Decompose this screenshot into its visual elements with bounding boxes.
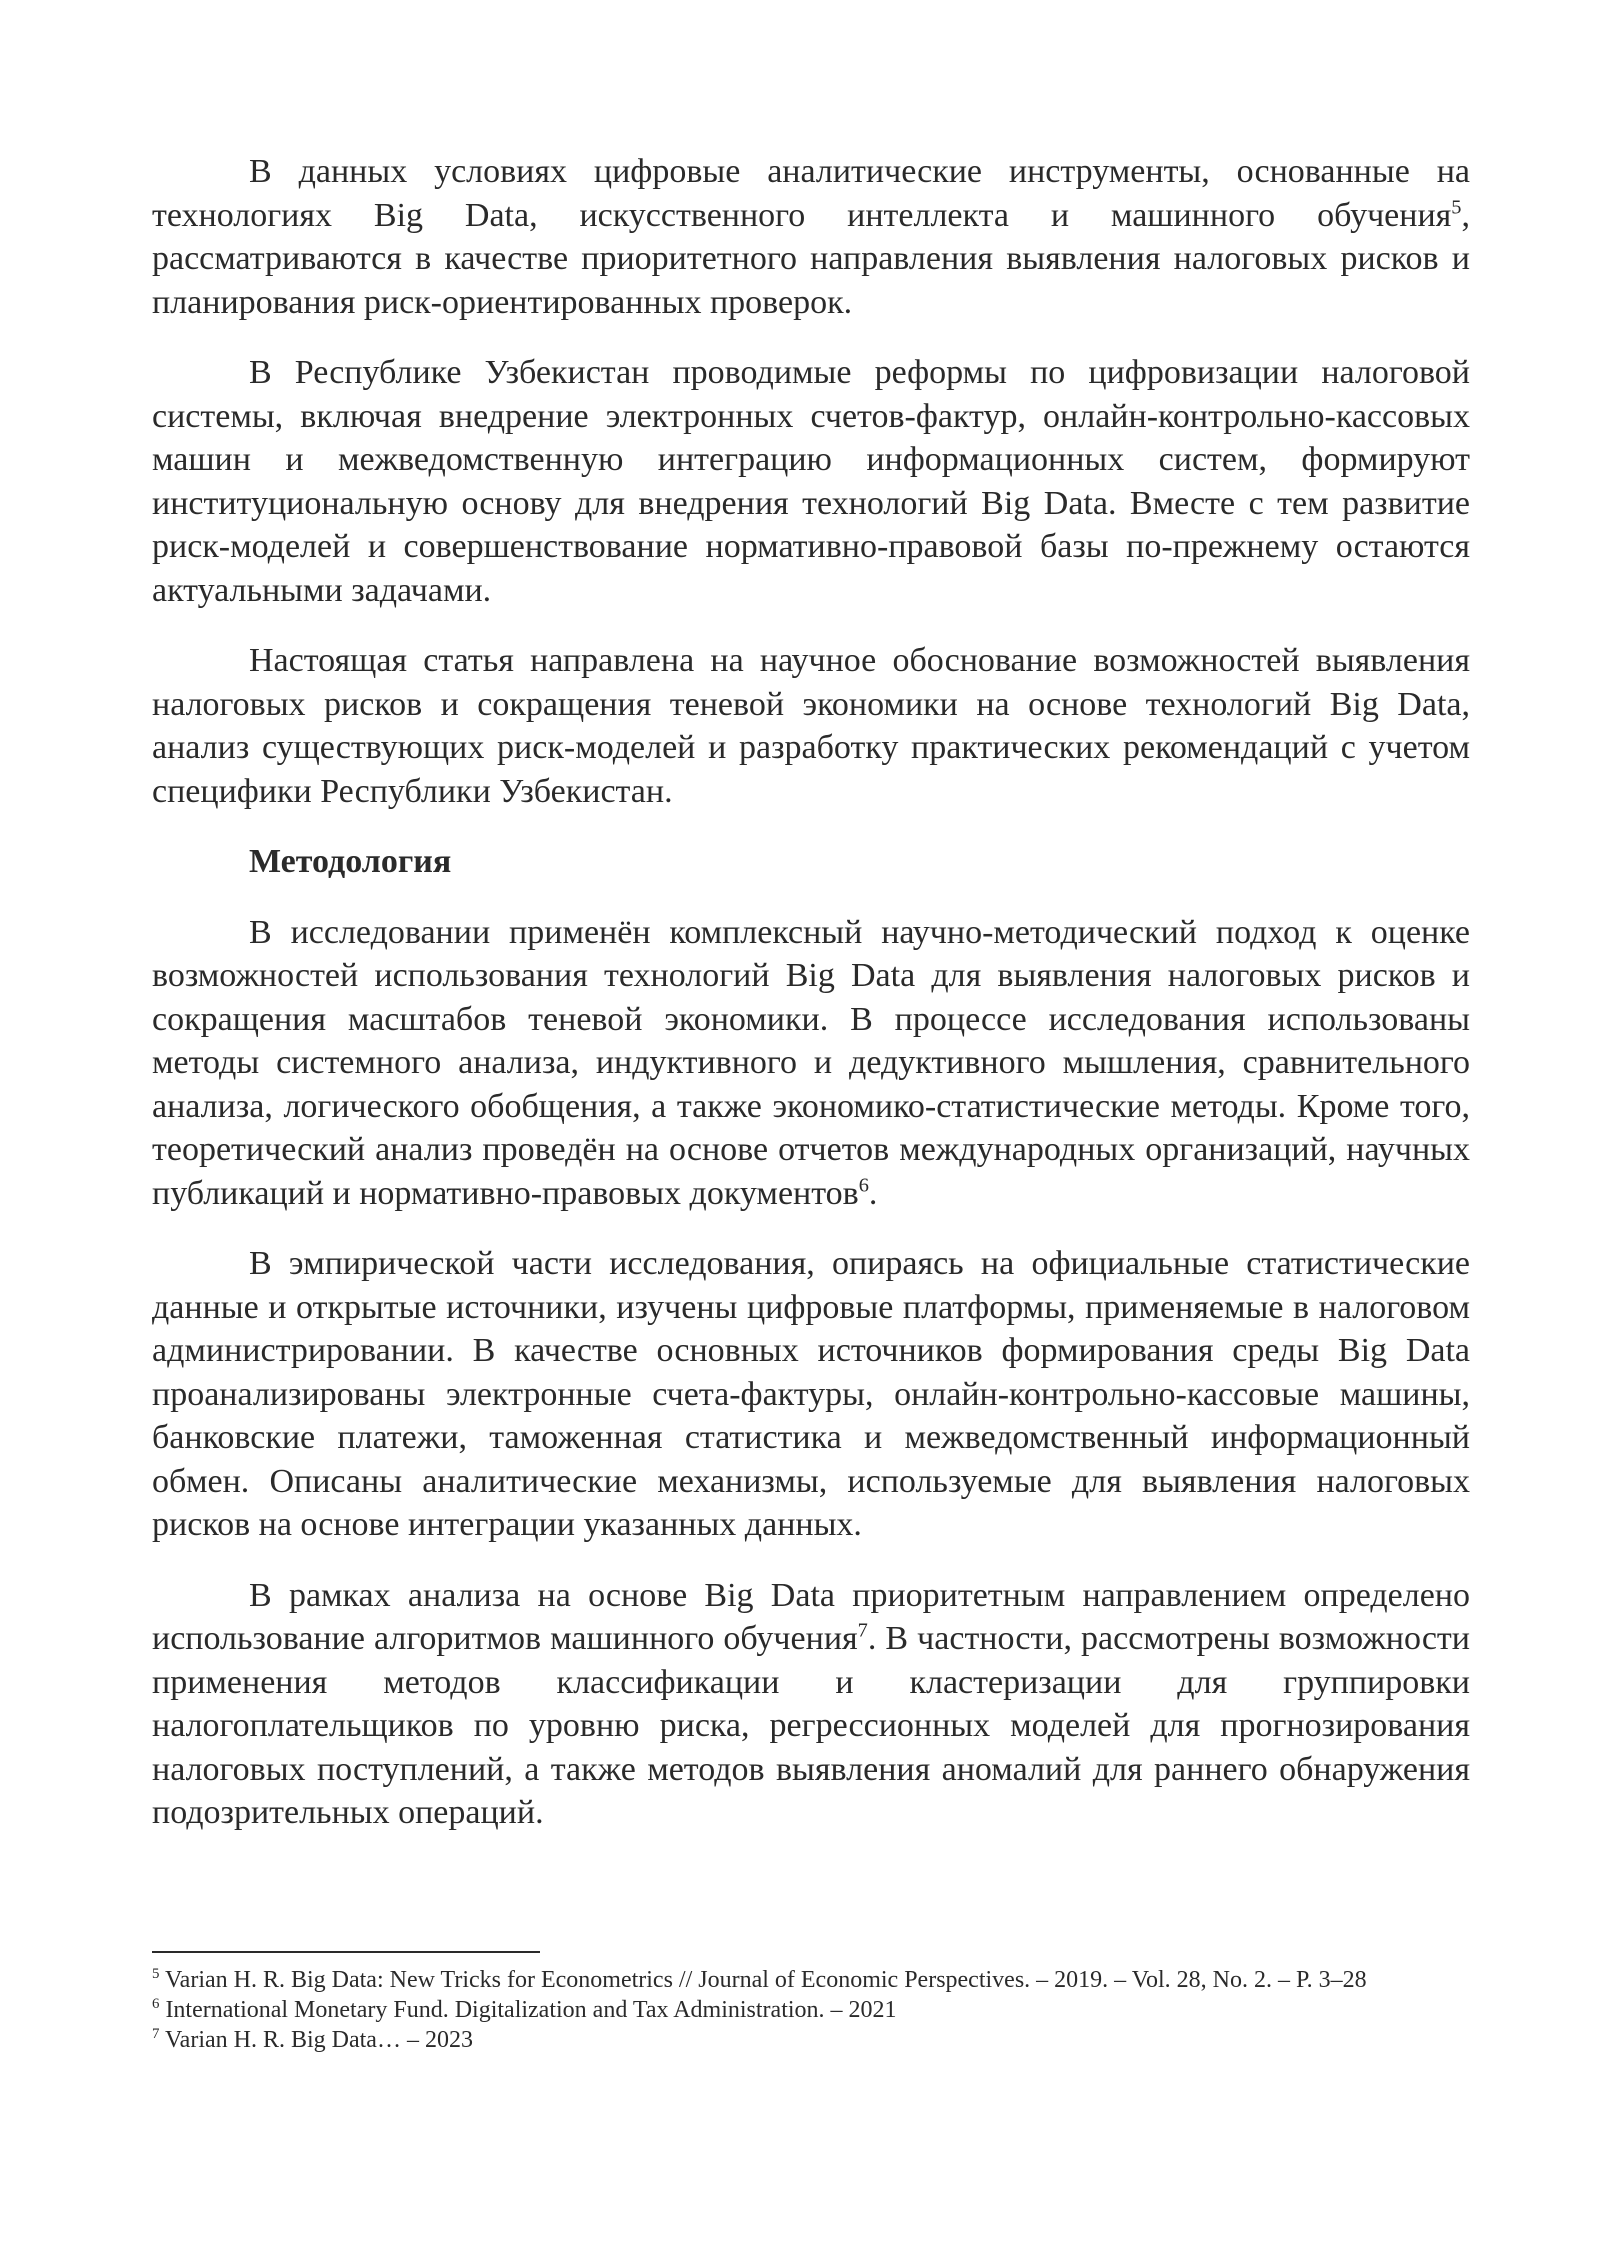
paragraph-article-purpose: Настоящая статья направлена на научное обоснование возможностей выявления налоговых рисков и сокращения теневой экономики на основе технологий Big Data, анализ существующих риск-моделей и разработку практических рекомендаций с учетом специфики Республики Узбекистан. [152,642,1470,810]
footnote-7 [152,2025,1470,2055]
paragraph-text: . В частности, рассмотрены возможности применения методов классификации и кластеризации для группировки налогоплательщиков по уровню риска, регрессионных моделей для прогнозирования налоговых поступлений, а также методов выявления аномалий для раннего обнаружения подозрительных операций. [152,1620,1470,1831]
footnote-separator [152,1951,540,1953]
section-heading-methodology: Методология [249,843,452,880]
footnote-5 [152,1965,1470,1995]
paragraph-research-approach [152,911,1470,1216]
footnote-number: 7 [152,2026,160,2042]
footnote-text: Varian H. R. Big Data… – 2023 [159,2027,473,2053]
paragraph-text: , рассматриваются в качестве приоритетного направления выявления налоговых рисков и планирования риск-ориентированных проверок. [152,196,1470,321]
paragraph-empirical-part: В эмпирической части исследования, опираясь на официальные статистические данные и открытые источники, изучены цифровые платформы, применяемые в налоговом администрировании. В качестве основных источников формирования среды Big Data проанализированы электронные счета-фактуры, онлайн-контрольно-кассовые машины, банковские платежи, таможенная статистика и межведомственный информационный обмен. Описаны аналитические механизмы, используемые для выявления налоговых рисков на основе интеграции указанных данных. [152,1245,1470,1543]
footnote-number: 5 [152,1966,160,1982]
paragraph-text: В рамках анализа на основе Big Data приоритетным направлением определено использование алгоритмов машинного обучения [152,1576,1470,1657]
footnote-text: International Monetary Fund. Digitalization and Tax Administration. – 2021 [159,1997,897,2023]
footnote-reference[interactable]: 5 [1451,196,1462,219]
footnote-reference[interactable]: 7 [857,1619,868,1642]
paragraph-digital-tools [152,150,1470,324]
footnote-6 [152,1995,1470,2025]
footnote-reference[interactable]: 6 [858,1174,869,1197]
paragraph-text: В данных условиях цифровые аналитические инструменты, основанные на технологиях Big Data, искусственного интеллекта и машинного обучения [152,153,1470,234]
document-body [152,150,1470,1862]
paragraph-text: В исследовании применён комплексный научно-методический подход к оценке возможностей использования технологий Big Data для выявления налоговых рисков и сокращения масштабов теневой экономики. В процессе исследования использованы методы системного анализа, индуктивного и дедуктивного мышления, сравнительного анализа, логического обобщения, а также экономико-статистические методы. Кроме того, теоретический анализ проведён на основе отчетов международных организаций, научных публикаций и нормативно-правовых документов [152,913,1470,1212]
footnote-number: 6 [152,1996,160,2012]
paragraph-uzbekistan-reforms: В Республике Узбекистан проводимые реформы по цифровизации налоговой системы, включая внедрение электронных счетов-фактур, онлайн-контрольно-кассовых машин и межведомственную интеграцию информационных систем, формируют институциональную основу для внедрения технологий Big Data. Вместе с тем развитие риск-моделей и совершенствование нормативно-правовой базы по-прежнему остаются актуальными задачами. [152,354,1470,609]
paragraph-text: . [868,1174,878,1212]
paragraph-machine-learning [152,1574,1470,1835]
footnote-text: Varian H. R. Big Data: New Tricks for Econometrics // Journal of Economic Perspectives. – 2019. – Vol. 28, No. 2. – P. 3–28 [159,1967,1367,1993]
footnotes-section [152,1951,1470,2055]
